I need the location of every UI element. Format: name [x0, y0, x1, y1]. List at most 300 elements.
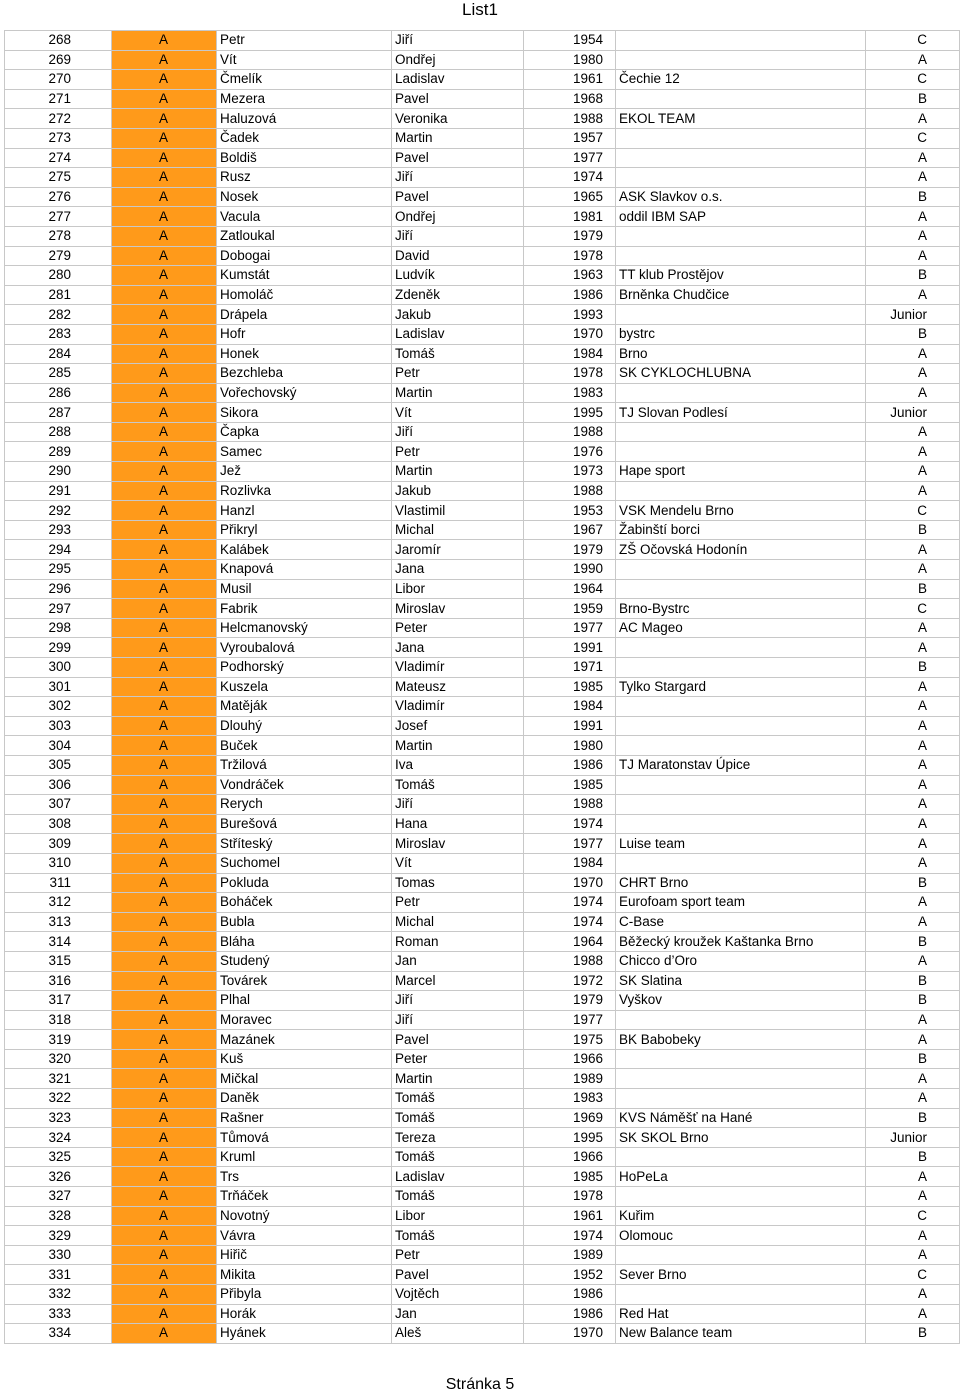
firstname-cell: Zdeněk — [392, 285, 524, 305]
firstname-cell: Ondřej — [392, 207, 524, 227]
year-cell: 1980 — [524, 50, 616, 70]
club-cell: Brněnka Chudčice — [616, 285, 866, 305]
firstname-cell: Ludvík — [392, 266, 524, 286]
year-cell: 1974 — [524, 168, 616, 188]
club-cell: oddil IBM SAP — [616, 207, 866, 227]
firstname-cell: Jiří — [392, 31, 524, 51]
club-cell: SK Slatina — [616, 971, 866, 991]
firstname-cell: Martin — [392, 736, 524, 756]
firstname-cell: Veronika — [392, 109, 524, 129]
club-cell — [616, 1285, 866, 1305]
club-cell — [616, 1049, 866, 1069]
number-cell: 299 — [5, 638, 112, 658]
firstname-cell: Libor — [392, 579, 524, 599]
number-cell: 288 — [5, 422, 112, 442]
firstname-cell: Tomáš — [392, 344, 524, 364]
year-cell: 1970 — [524, 324, 616, 344]
category-cell: A — [112, 383, 217, 403]
group-cell: B — [866, 520, 960, 540]
firstname-cell: Martin — [392, 383, 524, 403]
number-cell: 296 — [5, 579, 112, 599]
firstname-cell: Vladimír — [392, 697, 524, 717]
table-row — [5, 1147, 960, 1167]
number-cell: 333 — [5, 1304, 112, 1324]
category-cell: A — [112, 1108, 217, 1128]
category-cell: A — [112, 442, 217, 462]
year-cell: 1989 — [524, 1069, 616, 1089]
club-cell — [616, 383, 866, 403]
year-cell: 1988 — [524, 109, 616, 129]
category-cell: A — [112, 755, 217, 775]
group-cell: A — [866, 344, 960, 364]
year-cell: 1986 — [524, 285, 616, 305]
year-cell: 1979 — [524, 540, 616, 560]
number-cell: 289 — [5, 442, 112, 462]
year-cell: 1967 — [524, 520, 616, 540]
table-row — [5, 658, 960, 678]
number-cell: 326 — [5, 1167, 112, 1187]
category-cell: A — [112, 599, 217, 619]
firstname-cell: Ondřej — [392, 50, 524, 70]
category-cell: A — [112, 1147, 217, 1167]
firstname-cell: Josef — [392, 716, 524, 736]
number-cell: 305 — [5, 755, 112, 775]
surname-cell: Sikora — [217, 403, 392, 423]
firstname-cell: Petr — [392, 1245, 524, 1265]
group-cell: B — [866, 89, 960, 109]
year-cell: 1989 — [524, 1245, 616, 1265]
category-cell: A — [112, 1226, 217, 1246]
year-cell: 1977 — [524, 1010, 616, 1030]
year-cell: 1954 — [524, 31, 616, 51]
table-row — [5, 383, 960, 403]
table-row — [5, 540, 960, 560]
category-cell: A — [112, 1089, 217, 1109]
firstname-cell: Jiří — [392, 1010, 524, 1030]
firstname-cell: Vít — [392, 853, 524, 873]
category-cell: A — [112, 1010, 217, 1030]
year-cell: 1991 — [524, 638, 616, 658]
number-cell: 306 — [5, 775, 112, 795]
year-cell: 1953 — [524, 501, 616, 521]
surname-cell: Honek — [217, 344, 392, 364]
club-cell — [616, 31, 866, 51]
firstname-cell: Tomáš — [392, 1147, 524, 1167]
surname-cell: Jež — [217, 462, 392, 482]
club-cell: Tylko Stargard — [616, 677, 866, 697]
category-cell: A — [112, 912, 217, 932]
group-cell: A — [866, 1304, 960, 1324]
table-row — [5, 462, 960, 482]
year-cell: 1993 — [524, 305, 616, 325]
surname-cell: Helcmanovský — [217, 618, 392, 638]
table-row — [5, 501, 960, 521]
club-cell — [616, 1010, 866, 1030]
group-cell: A — [866, 1030, 960, 1050]
year-cell: 1986 — [524, 1304, 616, 1324]
number-cell: 284 — [5, 344, 112, 364]
club-cell: ASK Slavkov o.s. — [616, 187, 866, 207]
year-cell: 1957 — [524, 128, 616, 148]
surname-cell: Podhorský — [217, 658, 392, 678]
firstname-cell: Pavel — [392, 1265, 524, 1285]
table-row — [5, 814, 960, 834]
year-cell: 1983 — [524, 383, 616, 403]
club-cell — [616, 560, 866, 580]
category-cell: A — [112, 1069, 217, 1089]
group-cell: A — [866, 853, 960, 873]
category-cell: A — [112, 481, 217, 501]
number-cell: 309 — [5, 834, 112, 854]
category-cell: A — [112, 50, 217, 70]
category-cell: A — [112, 1304, 217, 1324]
surname-cell: Rašner — [217, 1108, 392, 1128]
surname-cell: Dobogai — [217, 246, 392, 266]
surname-cell: Mazánek — [217, 1030, 392, 1050]
category-cell: A — [112, 266, 217, 286]
year-cell: 1991 — [524, 716, 616, 736]
number-cell: 294 — [5, 540, 112, 560]
number-cell: 328 — [5, 1206, 112, 1226]
club-cell — [616, 795, 866, 815]
category-cell: A — [112, 716, 217, 736]
table-row — [5, 148, 960, 168]
number-cell: 301 — [5, 677, 112, 697]
table-row — [5, 834, 960, 854]
group-cell: B — [866, 1108, 960, 1128]
table-row — [5, 442, 960, 462]
group-cell: A — [866, 775, 960, 795]
club-cell — [616, 89, 866, 109]
group-cell: B — [866, 658, 960, 678]
club-cell: Vyškov — [616, 991, 866, 1011]
category-cell: A — [112, 932, 217, 952]
surname-cell: Samec — [217, 442, 392, 462]
table-row — [5, 677, 960, 697]
club-cell — [616, 168, 866, 188]
category-cell: A — [112, 1265, 217, 1285]
table-row — [5, 932, 960, 952]
table-body — [5, 31, 960, 1344]
club-cell: C-Base — [616, 912, 866, 932]
results-table — [4, 30, 960, 1344]
firstname-cell: Michal — [392, 520, 524, 540]
number-cell: 314 — [5, 932, 112, 952]
number-cell: 293 — [5, 520, 112, 540]
number-cell: 303 — [5, 716, 112, 736]
table-row — [5, 795, 960, 815]
group-cell: Junior — [866, 1128, 960, 1148]
table-row — [5, 520, 960, 540]
year-cell: 1966 — [524, 1147, 616, 1167]
firstname-cell: Pavel — [392, 187, 524, 207]
category-cell: A — [112, 285, 217, 305]
sheet-title: List1 — [462, 0, 498, 19]
number-cell: 330 — [5, 1245, 112, 1265]
number-cell: 285 — [5, 364, 112, 384]
table-row — [5, 1010, 960, 1030]
number-cell: 332 — [5, 1285, 112, 1305]
firstname-cell: Peter — [392, 618, 524, 638]
table-row — [5, 403, 960, 423]
number-cell: 329 — [5, 1226, 112, 1246]
surname-cell: Vávra — [217, 1226, 392, 1246]
group-cell: A — [866, 638, 960, 658]
number-cell: 321 — [5, 1069, 112, 1089]
category-cell: A — [112, 540, 217, 560]
group-cell: Junior — [866, 403, 960, 423]
surname-cell: Vondráček — [217, 775, 392, 795]
surname-cell: Hyánek — [217, 1324, 392, 1344]
group-cell: A — [866, 1167, 960, 1187]
firstname-cell: Jana — [392, 638, 524, 658]
club-cell — [616, 1069, 866, 1089]
group-cell: C — [866, 31, 960, 51]
number-cell: 323 — [5, 1108, 112, 1128]
table-row — [5, 364, 960, 384]
category-cell: A — [112, 873, 217, 893]
category-cell: A — [112, 834, 217, 854]
club-cell — [616, 638, 866, 658]
surname-cell: Kuszela — [217, 677, 392, 697]
firstname-cell: Tomáš — [392, 775, 524, 795]
year-cell: 1972 — [524, 971, 616, 991]
table-row — [5, 481, 960, 501]
surname-cell: Mikita — [217, 1265, 392, 1285]
number-cell: 268 — [5, 31, 112, 51]
surname-cell: Kalábek — [217, 540, 392, 560]
club-cell: SK SKOL Brno — [616, 1128, 866, 1148]
year-cell: 1986 — [524, 1285, 616, 1305]
table-row — [5, 422, 960, 442]
table-row — [5, 31, 960, 51]
club-cell — [616, 422, 866, 442]
category-cell: A — [112, 344, 217, 364]
number-cell: 325 — [5, 1147, 112, 1167]
club-cell: HoPeLa — [616, 1167, 866, 1187]
number-cell: 275 — [5, 168, 112, 188]
category-cell: A — [112, 148, 217, 168]
club-cell: Běžecký kroužek Kaštanka Brno — [616, 932, 866, 952]
group-cell: A — [866, 109, 960, 129]
surname-cell: Mičkal — [217, 1069, 392, 1089]
surname-cell: Horák — [217, 1304, 392, 1324]
firstname-cell: Jiří — [392, 226, 524, 246]
surname-cell: Čapka — [217, 422, 392, 442]
table-row — [5, 109, 960, 129]
firstname-cell: Vojtěch — [392, 1285, 524, 1305]
year-cell: 1964 — [524, 932, 616, 952]
club-cell — [616, 148, 866, 168]
surname-cell: Zatloukal — [217, 226, 392, 246]
club-cell — [616, 716, 866, 736]
group-cell: A — [866, 755, 960, 775]
table-row — [5, 1128, 960, 1148]
table-row — [5, 775, 960, 795]
year-cell: 1995 — [524, 403, 616, 423]
year-cell: 1974 — [524, 893, 616, 913]
club-cell: bystrc — [616, 324, 866, 344]
category-cell: A — [112, 579, 217, 599]
surname-cell: Továrek — [217, 971, 392, 991]
year-cell: 1980 — [524, 736, 616, 756]
year-cell: 1988 — [524, 951, 616, 971]
surname-cell: Boldiš — [217, 148, 392, 168]
year-cell: 1973 — [524, 462, 616, 482]
year-cell: 1995 — [524, 1128, 616, 1148]
number-cell: 313 — [5, 912, 112, 932]
year-cell: 1988 — [524, 481, 616, 501]
year-cell: 1971 — [524, 658, 616, 678]
number-cell: 298 — [5, 618, 112, 638]
table-row — [5, 716, 960, 736]
table-row — [5, 1206, 960, 1226]
firstname-cell: Tomas — [392, 873, 524, 893]
category-cell: A — [112, 462, 217, 482]
table-row — [5, 70, 960, 90]
surname-cell: Rozlivka — [217, 481, 392, 501]
surname-cell: Pokluda — [217, 873, 392, 893]
surname-cell: Homoláč — [217, 285, 392, 305]
number-cell: 292 — [5, 501, 112, 521]
table-row — [5, 168, 960, 188]
surname-cell: Petr — [217, 31, 392, 51]
number-cell: 274 — [5, 148, 112, 168]
club-cell — [616, 1089, 866, 1109]
number-cell: 269 — [5, 50, 112, 70]
firstname-cell: Petr — [392, 364, 524, 384]
group-cell: A — [866, 1010, 960, 1030]
category-cell: A — [112, 1324, 217, 1344]
table-row — [5, 873, 960, 893]
category-cell: A — [112, 893, 217, 913]
category-cell: A — [112, 187, 217, 207]
category-cell: A — [112, 971, 217, 991]
surname-cell: Stříteský — [217, 834, 392, 854]
club-cell: TT klub Prostějov — [616, 266, 866, 286]
year-cell: 1969 — [524, 1108, 616, 1128]
surname-cell: Suchomel — [217, 853, 392, 873]
firstname-cell: Tereza — [392, 1128, 524, 1148]
year-cell: 1961 — [524, 1206, 616, 1226]
group-cell: A — [866, 736, 960, 756]
club-cell: Olomouc — [616, 1226, 866, 1246]
group-cell: C — [866, 599, 960, 619]
category-cell: A — [112, 736, 217, 756]
category-cell: A — [112, 1049, 217, 1069]
year-cell: 1983 — [524, 1089, 616, 1109]
year-cell: 1984 — [524, 853, 616, 873]
surname-cell: Novotný — [217, 1206, 392, 1226]
club-cell — [616, 246, 866, 266]
category-cell: A — [112, 853, 217, 873]
group-cell: A — [866, 697, 960, 717]
club-cell: VSK Mendelu Brno — [616, 501, 866, 521]
category-cell: A — [112, 560, 217, 580]
table-row — [5, 971, 960, 991]
firstname-cell: Ladislav — [392, 70, 524, 90]
number-cell: 281 — [5, 285, 112, 305]
club-cell: EKOL TEAM — [616, 109, 866, 129]
surname-cell: Moravec — [217, 1010, 392, 1030]
club-cell: Brno — [616, 344, 866, 364]
club-cell — [616, 1147, 866, 1167]
group-cell: B — [866, 187, 960, 207]
club-cell: Kuřim — [616, 1206, 866, 1226]
surname-cell: Nosek — [217, 187, 392, 207]
number-cell: 283 — [5, 324, 112, 344]
group-cell: A — [866, 1089, 960, 1109]
group-cell: C — [866, 501, 960, 521]
category-cell: A — [112, 109, 217, 129]
table-row — [5, 226, 960, 246]
surname-cell: Drápela — [217, 305, 392, 325]
category-cell: A — [112, 324, 217, 344]
year-cell: 1988 — [524, 795, 616, 815]
group-cell: B — [866, 873, 960, 893]
number-cell: 290 — [5, 462, 112, 482]
surname-cell: Trs — [217, 1167, 392, 1187]
club-cell: TJ Slovan Podlesí — [616, 403, 866, 423]
table-row — [5, 128, 960, 148]
category-cell: A — [112, 305, 217, 325]
category-cell: A — [112, 1128, 217, 1148]
category-cell: A — [112, 403, 217, 423]
club-cell — [616, 579, 866, 599]
table-row — [5, 1108, 960, 1128]
table-row — [5, 1187, 960, 1207]
firstname-cell: Mateusz — [392, 677, 524, 697]
number-cell: 280 — [5, 266, 112, 286]
firstname-cell: Jiří — [392, 168, 524, 188]
year-cell: 1985 — [524, 677, 616, 697]
number-cell: 320 — [5, 1049, 112, 1069]
category-cell: A — [112, 1206, 217, 1226]
firstname-cell: Ladislav — [392, 324, 524, 344]
category-cell: A — [112, 128, 217, 148]
year-cell: 1984 — [524, 344, 616, 364]
club-cell — [616, 697, 866, 717]
year-cell: 1978 — [524, 364, 616, 384]
table-row — [5, 1265, 960, 1285]
year-cell: 1976 — [524, 442, 616, 462]
club-cell: BK Babobeky — [616, 1030, 866, 1050]
year-cell: 1977 — [524, 148, 616, 168]
group-cell: A — [866, 560, 960, 580]
table-row — [5, 1304, 960, 1324]
table-row — [5, 1245, 960, 1265]
group-cell: A — [866, 618, 960, 638]
year-cell: 1952 — [524, 1265, 616, 1285]
number-cell: 317 — [5, 991, 112, 1011]
number-cell: 327 — [5, 1187, 112, 1207]
number-cell: 310 — [5, 853, 112, 873]
table-row — [5, 1089, 960, 1109]
category-cell: A — [112, 520, 217, 540]
firstname-cell: Pavel — [392, 1030, 524, 1050]
surname-cell: Bláha — [217, 932, 392, 952]
table-row — [5, 266, 960, 286]
group-cell: A — [866, 1069, 960, 1089]
surname-cell: Mezera — [217, 89, 392, 109]
number-cell: 279 — [5, 246, 112, 266]
surname-cell: Rerych — [217, 795, 392, 815]
surname-cell: Přibyla — [217, 1285, 392, 1305]
table-row — [5, 912, 960, 932]
firstname-cell: Ladislav — [392, 1167, 524, 1187]
year-cell: 1990 — [524, 560, 616, 580]
year-cell: 1986 — [524, 755, 616, 775]
